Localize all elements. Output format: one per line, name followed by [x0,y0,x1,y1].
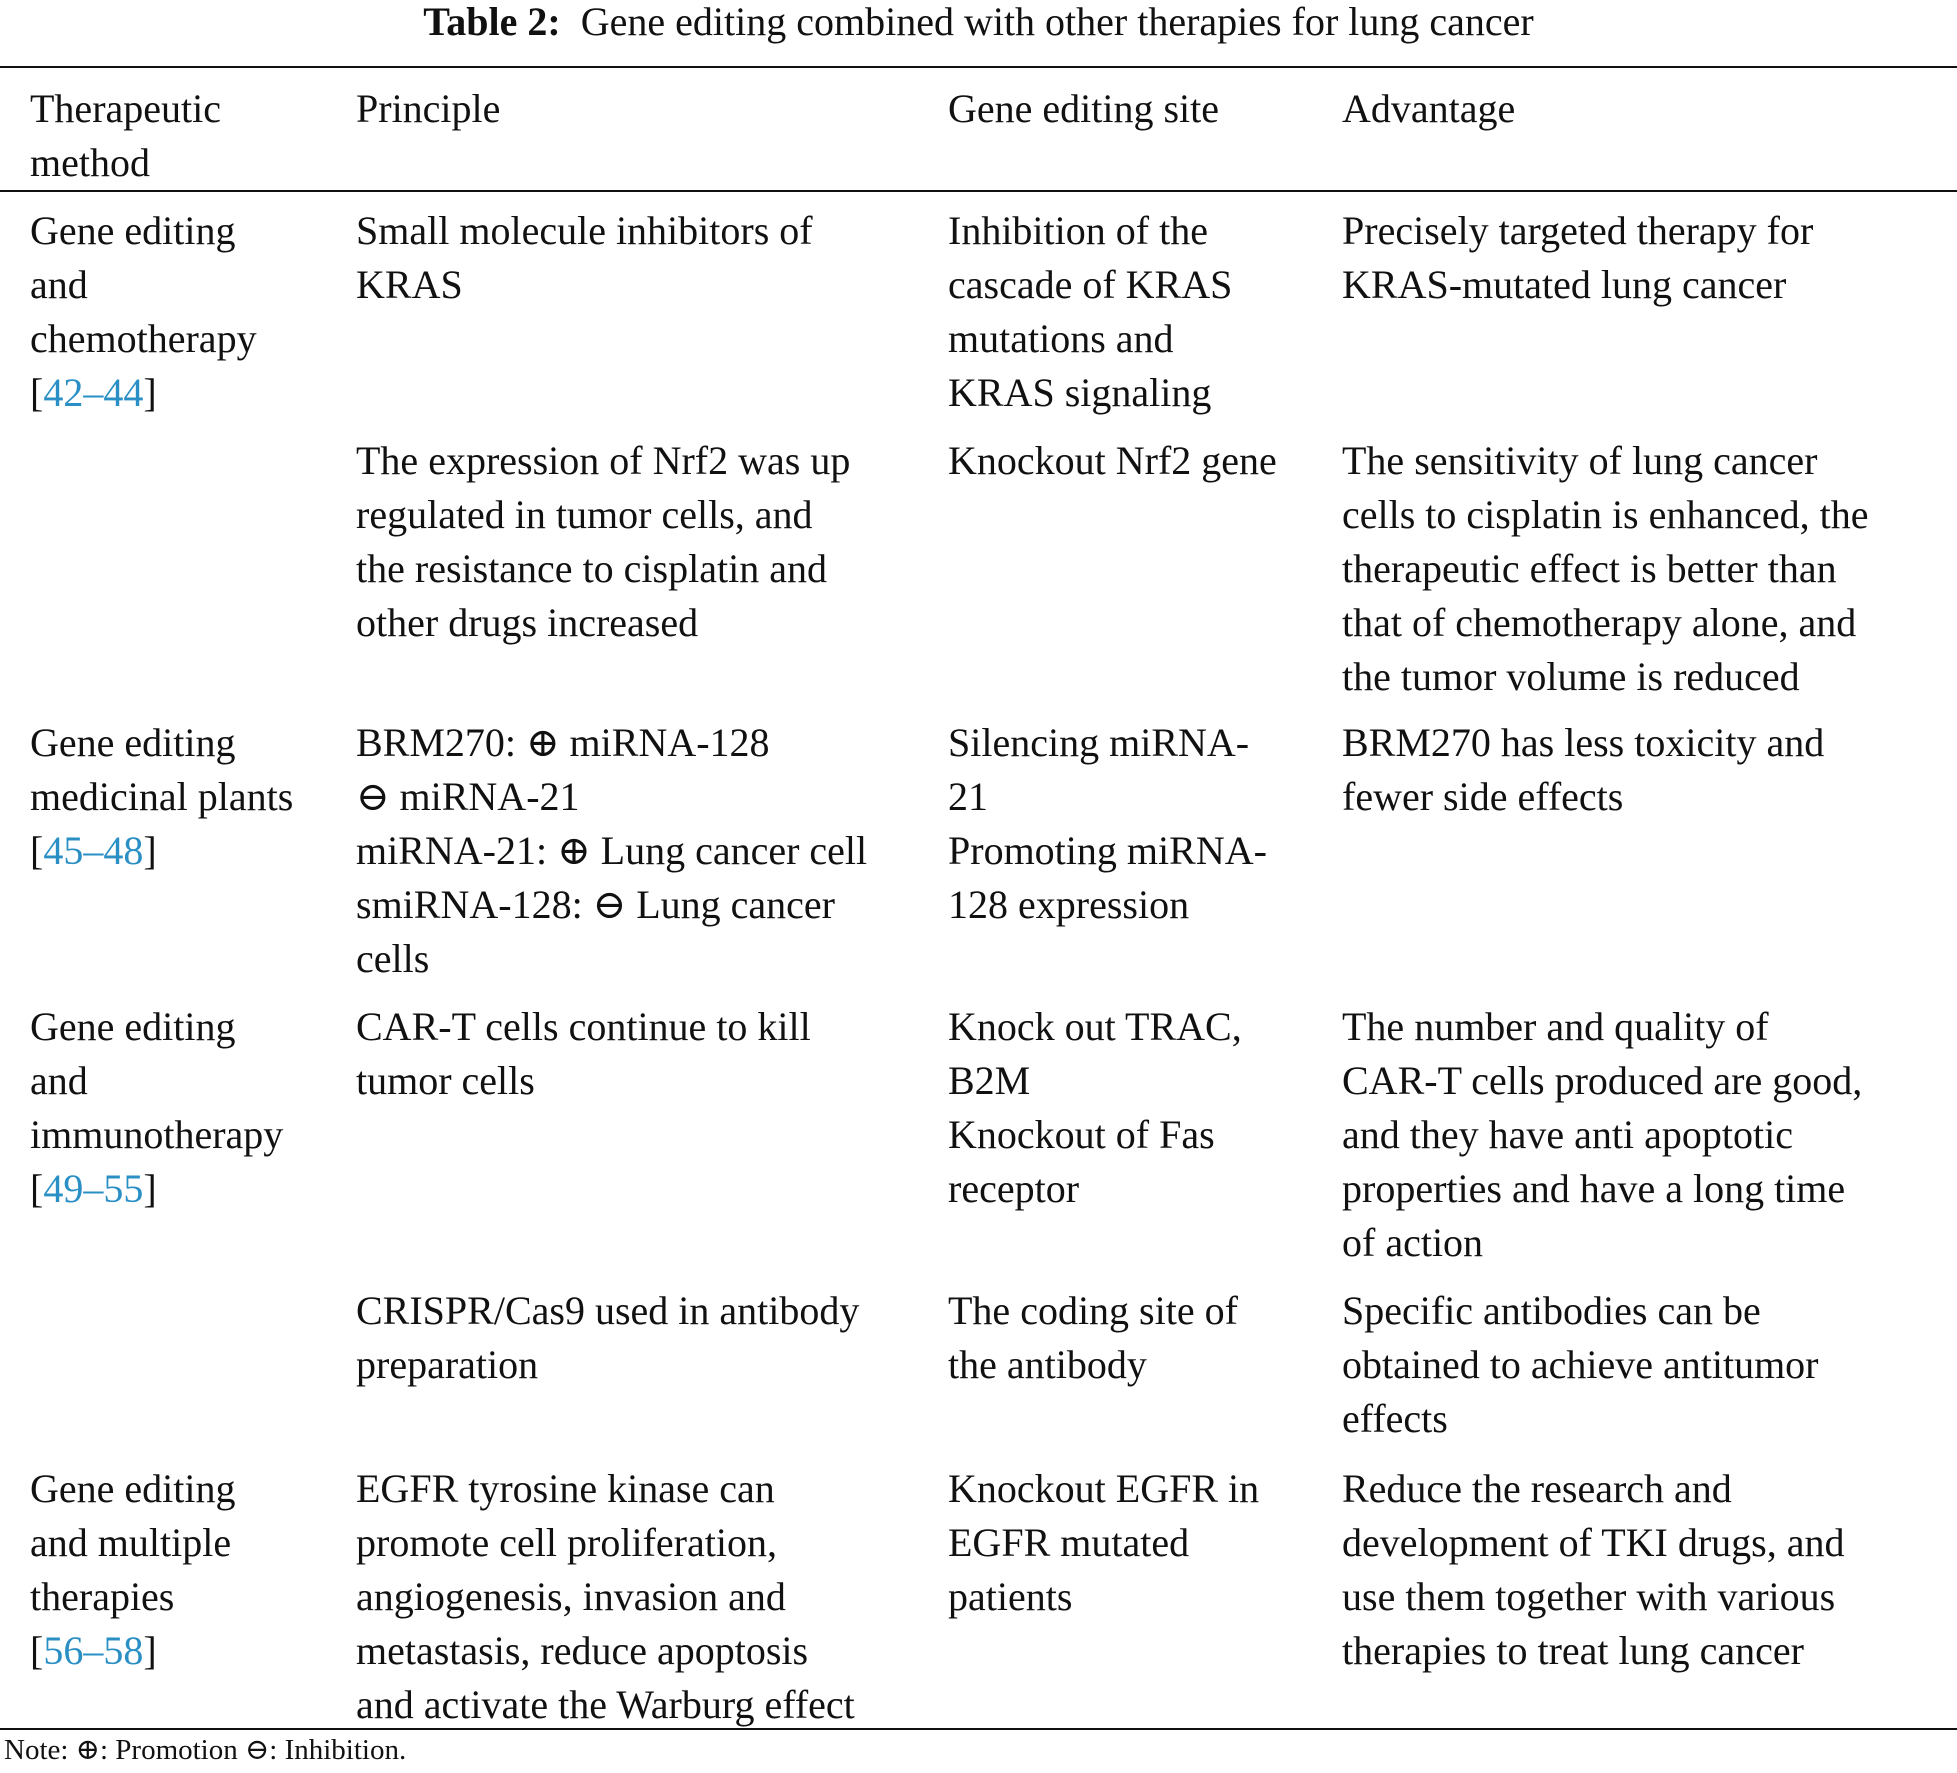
site-cell: The coding site of the antibody [948,1288,1238,1387]
advantage-cell: Precisely targeted therapy for KRAS-mutated lung cancer [1342,208,1814,307]
advantage-cell: The number and quality of CAR-T cells produced are good, and they have anti apoptotic properties and have a long time of action [1342,1004,1863,1265]
citation-link[interactable]: 58 [103,1628,144,1673]
citation-link[interactable]: 49 [43,1166,84,1211]
citation-link[interactable]: 42 [43,370,84,415]
site-cell: Knockout EGFR in EGFR mutated patients [948,1466,1260,1619]
citation-link[interactable]: 56 [43,1628,84,1673]
principle-cell: EGFR tyrosine kinase can promote cell proliferation, angiogenesis, invasion and metastasis, reduce apoptosis and activate the Warburg effect [356,1466,855,1727]
table-caption [0,0,1957,44]
reference-range: [49–55] [30,1166,157,1211]
advantage-cell: The sensitivity of lung cancer cells to cisplatin is enhanced, the therapeutic effect is better than that of chemotherapy alone, and the tumor volume is reduced [1342,438,1869,699]
advantage-cell: BRM270 has less toxicity and fewer side effects [1342,720,1825,819]
header-therapeutic-method: Therapeutic method [30,86,221,185]
site-cell: Knockout Nrf2 gene [948,438,1277,483]
method-cell [30,1462,350,1678]
site-cell: Inhibition of the cascade of KRAS mutations and KRAS signaling [948,208,1233,415]
site-cell: Knock out TRAC, B2M Knockout of Fas receptor [948,1004,1242,1211]
table-note: Note: ⊕: Promotion ⊖: Inhibition. [4,1734,407,1766]
principle-cell: CRISPR/Cas9 used in antibody preparation [356,1288,860,1387]
reference-range: [42–44] [30,370,157,415]
reference-range: [45–48] [30,828,157,873]
principle-cell: Small molecule inhibitors of KRAS [356,208,813,307]
method-cell [30,1000,350,1216]
principle-cell: CAR-T cells continue to kill tumor cells [356,1004,811,1103]
citation-link[interactable]: 55 [103,1166,144,1211]
citation-link[interactable]: 44 [103,370,144,415]
method-cell [30,204,350,420]
advantage-cell: Specific antibodies can be obtained to achieve antitumor effects [1342,1288,1819,1441]
caption-text: Gene editing combined with other therapies for lung cancer [580,0,1534,44]
principle-cell: BRM270: ⊕ miRNA-128 ⊖ miRNA-21 miRNA-21: ⊕ Lung cancer cell smiRNA-128: ⊖ Lung cancer cells [356,720,868,981]
header-gene-editing-site: Gene editing site [948,86,1220,131]
principle-cell: The expression of Nrf2 was up regulated in tumor cells, and the resistance to cisplatin and other drugs increased [356,438,851,645]
header-advantage: Advantage [1342,86,1516,131]
advantage-cell: Reduce the research and development of TKI drugs, and use them together with various therapies to treat lung cancer [1342,1466,1845,1673]
top-rule [0,66,1957,68]
bottom-rule [0,1728,1957,1730]
method-text: Gene editing and multiple therapies [30,1466,236,1619]
caption-label: Table 2: [423,0,561,44]
method-text: Gene editing and chemotherapy [30,208,257,361]
site-cell: Silencing miRNA- 21 Promoting miRNA- 128 expression [948,720,1267,927]
header-rule [0,190,1957,192]
reference-range: [56–58] [30,1628,157,1673]
method-text: Gene editing medicinal plants [30,720,294,819]
header-principle: Principle [356,86,501,131]
citation-link[interactable]: 48 [103,828,144,873]
method-text: Gene editing and immunotherapy [30,1004,284,1157]
citation-link[interactable]: 45 [43,828,84,873]
method-cell [30,716,350,878]
